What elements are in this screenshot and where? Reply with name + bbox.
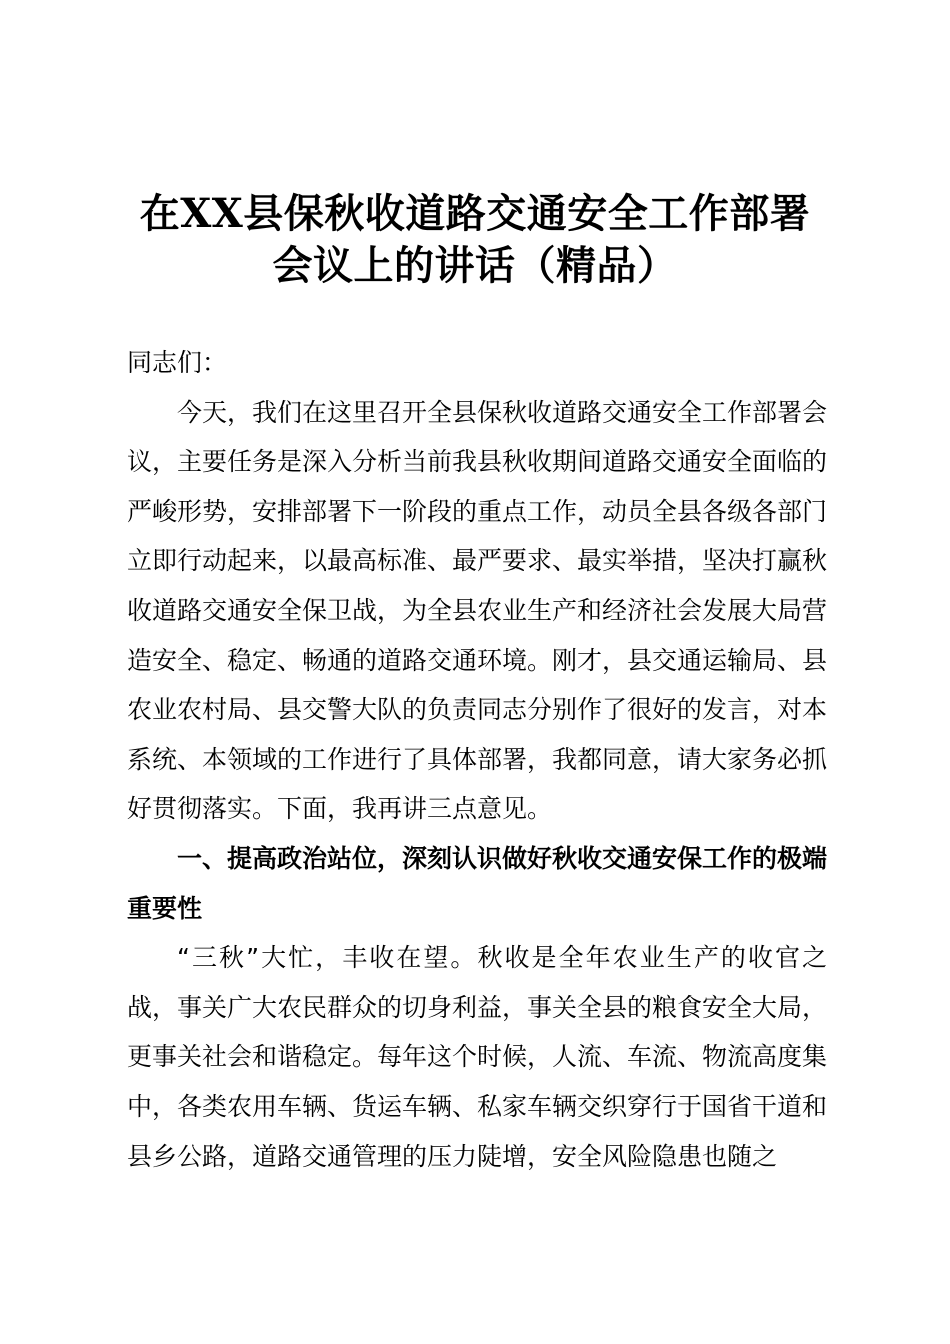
paragraph-intro: 今天，我们在这里召开全县保秋收道路交通安全工作部署会议，主要任务是深入分析当前我县秋收期间道路交通安全面临的严峻形势，安排部署下一阶段的重点工作，动员全县各级各部门立即行动起来，以最高标准、最严要求、最实举措，坚决打赢秋收道路交通安全保卫战，为全县农业生产和经济社会发展大局营造安全、稳定、畅通的道路交通环境。刚才，县交通运输局、县农业农村局、县交警大队的负责同志分别作了很好的发言，对本系统、本领域的工作进行了具体部署，我都同意，请大家务必抓好贯彻落实。下面，我再讲三点意见。 — [127, 397, 828, 824]
section-heading-1: 一、提高政治站位，深刻认识做好秋收交通安保工作的极端重要性 — [127, 843, 828, 923]
document-body — [127, 338, 827, 1181]
title-line-2: 会议上的讲话（精品） — [272, 242, 678, 289]
title-line-1: 在XX县保秋收道路交通安全工作部署 — [139, 190, 811, 237]
document-title — [60, 188, 890, 292]
salutation: 同志们： — [127, 348, 228, 377]
paragraph-section-1: “三秋”大忙，丰收在望。秋收是全年农业生产的收官之战，事关广大农民群众的切身利益，事关全县的粮食安全大局，更事关社会和谐稳定。每年这个时候，人流、车流、物流高度集中，各类农用车辆、货运车辆、私家车辆交织穿行于国省干道和县乡公路，道路交通管理的压力陡增，安全风险隐患也随之 — [127, 943, 828, 1171]
